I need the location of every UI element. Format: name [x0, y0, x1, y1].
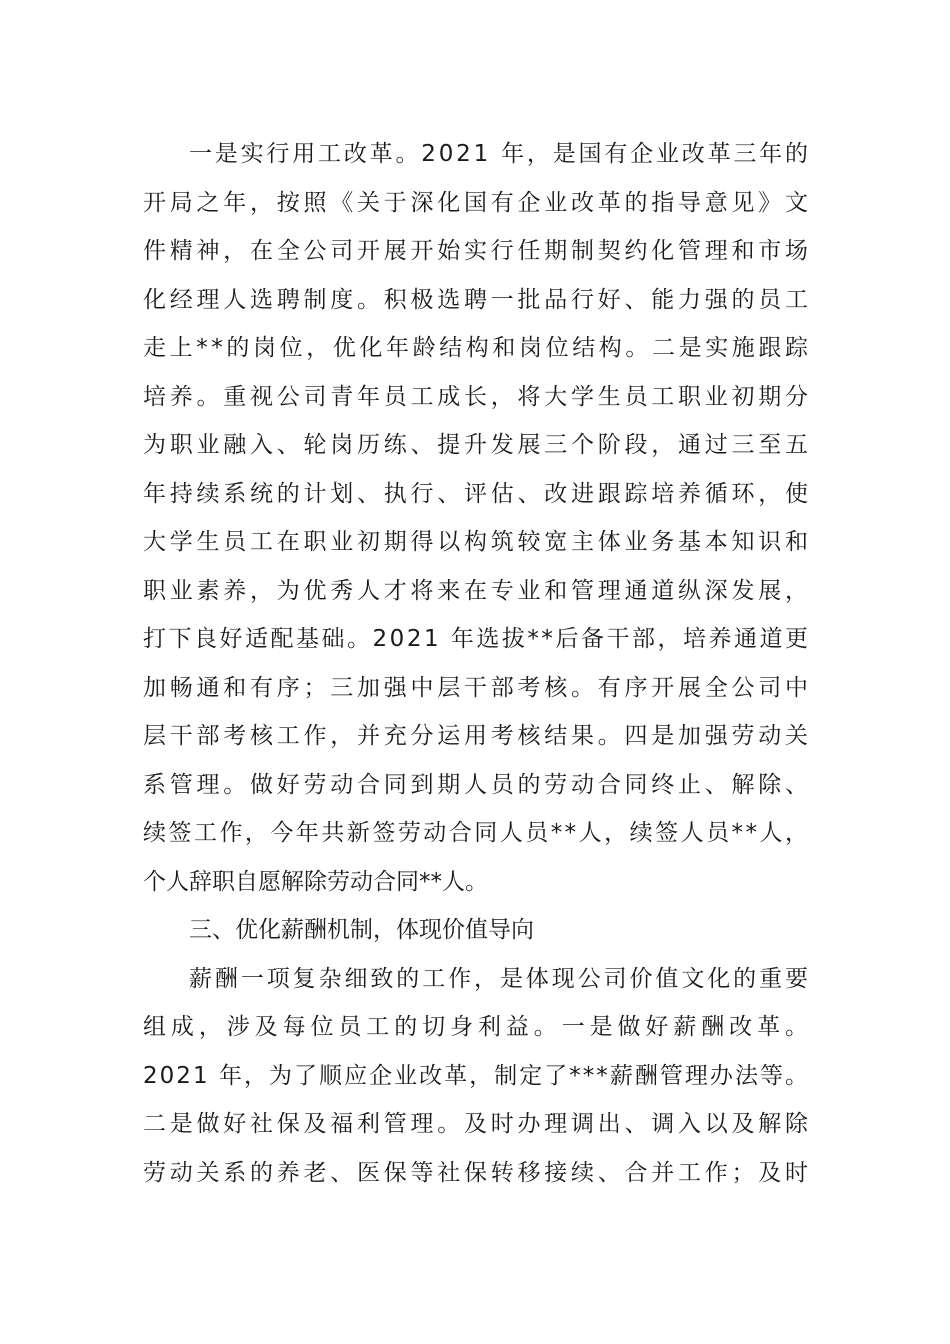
text-line: 一是实行用工改革。2021 年，是国有企业改革三年的 [189, 141, 811, 167]
text-line: 开局之年，按照《关于深化国有企业改革的指导意见》文 [143, 189, 812, 216]
text-line: 走上**的岗位，优化年龄结构和岗位结构。二是实施跟踪 [143, 335, 812, 361]
text-line: 打下良好适配基础。2021 年选拔**后备干部，培养通道更 [143, 626, 811, 652]
text-line: 组成，涉及每位员工的切身利益。一是做好薪酬改革。 [143, 1014, 813, 1040]
text-line: 续签工作，今年共新签劳动合同人员**人，续签人员**人， [143, 820, 811, 846]
text-line: 职业素养，为优秀人才将来在专业和管理通道纵深发展， [143, 577, 812, 604]
text-line: 层干部考核工作，并充分运用考核结果。四是加强劳动关 [143, 723, 812, 749]
text-line: 薪酬一项复杂细致的工作，是体现公司价值文化的重要 [189, 965, 811, 992]
text-line: 系管理。做好劳动合同到期人员的劳动合同终止、解除、 [143, 771, 812, 798]
text-line: 件精神，在全公司开展开始实行任期制契约化管理和市场 [143, 238, 812, 264]
text-line: 劳动关系的养老、医保等社保转移接续、合并工作；及时 [143, 1159, 812, 1186]
text-line: 培养。重视公司青年员工成长，将大学生员工职业初期分 [143, 383, 812, 410]
section-heading: 三、优化薪酬机制，体现价值导向 [189, 917, 534, 943]
text-line: 年持续系统的计划、执行、评估、改进跟踪培养循环，使 [143, 480, 812, 507]
text-line: 加畅通和有序；三加强中层干部考核。有序开展全公司中 [143, 674, 812, 701]
text-line: 个人辞职自愿解除劳动合同**人。 [143, 868, 488, 895]
text-line: 大学生员工在职业初期得以构筑较宽主体业务基本知识和 [143, 529, 812, 555]
body-text [143, 130, 823, 1197]
text-line: 化经理人选聘制度。积极选聘一批品行好、能力强的员工 [143, 286, 812, 313]
text-line: 二是做好社保及福利管理。及时办理调出、调入以及解除 [143, 1111, 812, 1137]
text-line: 为职业融入、轮岗历练、提升发展三个阶段，通过三至五 [143, 432, 812, 458]
text-line: 2021 年，为了顺应企业改革，制定了***薪酬管理办法等。 [143, 1062, 811, 1089]
